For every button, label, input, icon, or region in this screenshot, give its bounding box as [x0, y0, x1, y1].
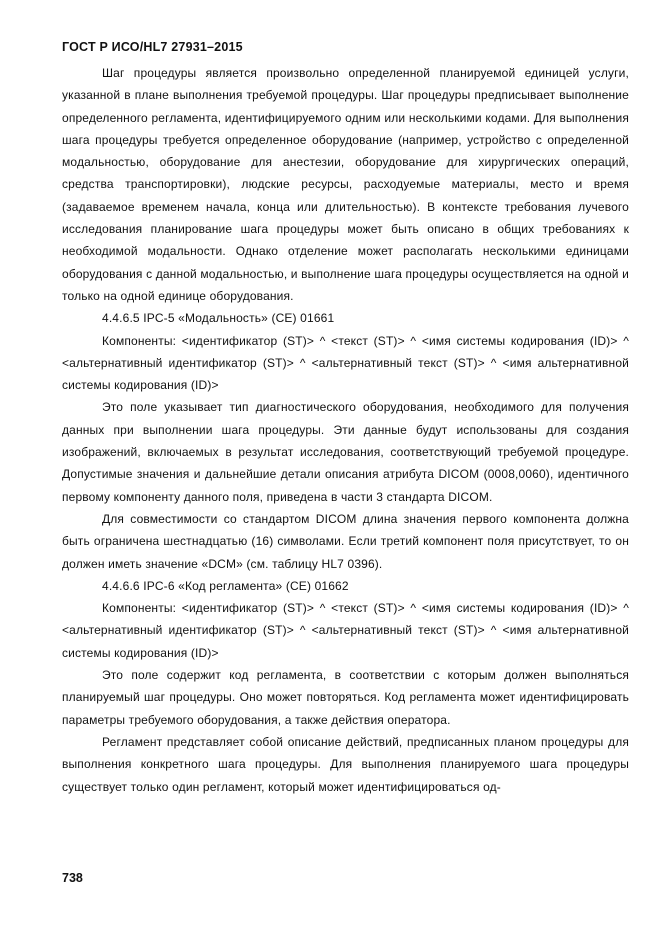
section-heading-ipc6: 4.4.6.6 IPC-6 «Код регламента» (CE) 01662 — [102, 578, 349, 593]
page-number: 738 — [62, 871, 83, 885]
paragraph-ipc6-components: Компоненты: <идентификатор (ST)> ^ <текст (ST)> ^ <имя системы кодирования (ID)> ^ <альтернативный идентификатор (ST)> ^ <альтернативный текст (ST)> ^ <имя альтернативной системы кодирования (ID)> — [62, 601, 629, 660]
paragraph-ipc5-description: Это поле указывает тип диагностического оборудования, необходимого для получения данных при выполнении шага процедуры. Эти данные будут использованы для создания изображений, включаемых в результат исследования, соответствующий требуемой процедуре. Допустимые значения и дальнейшие детали описания атрибута DICOM (0008,0060), идентичного первому компоненту данного поля, приведена в части 3 стандарта DICOM. — [62, 400, 629, 504]
paragraph-procedure-step: Шаг процедуры является произвольно определенной планируемой единицей услуги, указанной в плане выполнения требуемой процедуры. Шаг процедуры предписывает выполнение определенного регламента, идентифицируемого одним или несколькими кодами. Для выполнения шага процедуры требуется определенное оборудование (например, устройство с определенной модальностью, оборудование для анестезии, оборудование для хирургических операций, средства транспортировки), людские ресурсы, расходуемые материалы, место и время (задаваемое временем начала, конца или длительностью). В контексте требования лучевого исследования планирование шага процедуры может быть описано в общих требованиях к необходимой модальности. Однако отделение может располагать несколькими единицами оборудования с данной модальностью, и выполнение шага процедуры осуществляется на одной и только на одной единице оборудования. — [62, 66, 629, 303]
paragraph-ipc6-description: Это поле содержит код регламента, в соответствии с которым должен выполняться планируемый шаг процедуры. Оно может повторяться. Код регламента может идентифицировать параметры требуемого оборудования, а также действия оператора. — [62, 668, 629, 727]
document-body — [62, 62, 629, 798]
paragraph-ipc5-components: Компоненты: <идентификатор (ST)> ^ <текст (ST)> ^ <имя системы кодирования (ID)> ^ <альтернативный идентификатор (ST)> ^ <альтернативный текст (ST)> ^ <имя альтернативной системы кодирования (ID)> — [62, 333, 629, 393]
paragraph-protocol-definition: Регламент представляет собой описание действий, предписанных планом процедуры для выполнения конкретного шага процедуры. Для выполнения планируемого шага процедуры существует только один регламент, который может идентифицироваться од- — [62, 734, 629, 794]
section-heading-ipc5: 4.4.6.5 IPC-5 «Модальность» (CE) 01661 — [102, 311, 335, 326]
document-header: ГОСТ Р ИСО/HL7 27931–2015 — [62, 40, 243, 54]
paragraph-dicom-compatibility: Для совместимости со стандартом DICOM длина значения первого компонента должна быть ограничена шестнадцатью (16) символами. Если третий компонент поля присутствует, то он должен иметь значение «DCM» (см. таблицу HL7 0396). — [62, 511, 629, 571]
